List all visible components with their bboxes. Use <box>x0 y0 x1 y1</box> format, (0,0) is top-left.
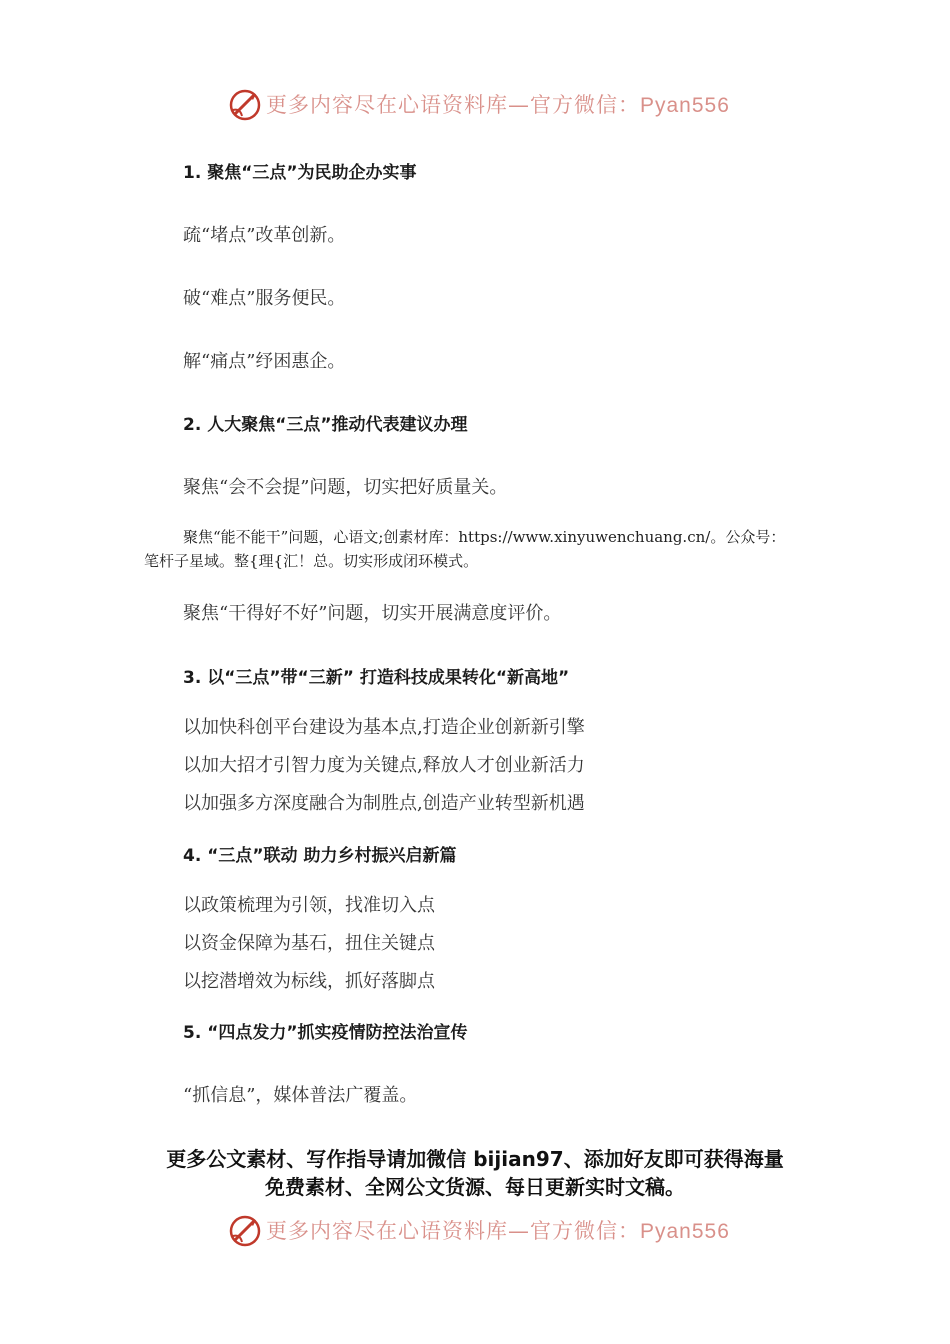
paragraph: “抓信息”，媒体普法广覆盖。 <box>183 1085 418 1106</box>
paragraph: 解“痛点”纾困惠企。 <box>183 351 346 372</box>
paragraph: 聚焦“会不会提”问题，切实把好质量关。 <box>183 477 508 498</box>
section-heading-1: 1. 聚焦“三点”为民助企办实事 <box>183 163 417 183</box>
list-item: 以加快科创平台建设为基本点,打造企业创新新引擎 <box>183 717 585 738</box>
banner-text: 更多内容尽在心语资料库—官方微信：Pyan556 <box>266 1219 730 1243</box>
pen-logo-icon <box>228 1214 262 1248</box>
section-heading-3: 3. 以“三点”带“三新” 打造科技成果转化“新高地” <box>183 668 570 688</box>
list-item: 以加大招才引智力度为关键点,释放人才创业新活力 <box>183 755 585 776</box>
mixed-paragraph-line-1: 聚焦“能不能干”问题，心语文;创素材库：https://www.xinyuwenchuang.cn/。公众号： <box>183 528 786 546</box>
list-item: 以加强多方深度融合为制胜点,创造产业转型新机遇 <box>183 793 585 814</box>
list-item: 以挖潜增效为标线，抓好落脚点 <box>183 971 435 992</box>
list-item: 以资金保障为基石，扭住关键点 <box>183 933 435 954</box>
paragraph: 破“难点”服务便民。 <box>183 288 346 309</box>
banner-text: 更多内容尽在心语资料库—官方微信：Pyan556 <box>266 93 730 117</box>
section-heading-2: 2. 人大聚焦“三点”推动代表建议办理 <box>183 415 468 435</box>
list-item: 以政策梳理为引领，找准切入点 <box>183 895 435 916</box>
mixed-paragraph-line-2: 笔杆子星域。整{理{汇！总。切实形成闭环模式。 <box>144 552 479 570</box>
section-heading-4: 4. “三点”联动 助力乡村振兴启新篇 <box>183 846 457 866</box>
promo-line-1: 更多公文素材、写作指导请加微信 bijian97、添加好友即可获得海量 <box>166 1147 784 1171</box>
promo-line-2: 免费素材、全网公文货源、每日更新实时文稿。 <box>265 1175 685 1199</box>
watermark-banner-top <box>228 86 728 126</box>
paragraph: 聚焦“干得好不好”问题，切实开展满意度评价。 <box>183 603 562 624</box>
pen-logo-icon <box>228 88 262 122</box>
section-heading-5: 5. “四点发力”抓实疫情防控法治宣传 <box>183 1023 468 1043</box>
paragraph: 疏“堵点”改革创新。 <box>183 225 346 246</box>
watermark-banner-bottom <box>228 1212 728 1252</box>
